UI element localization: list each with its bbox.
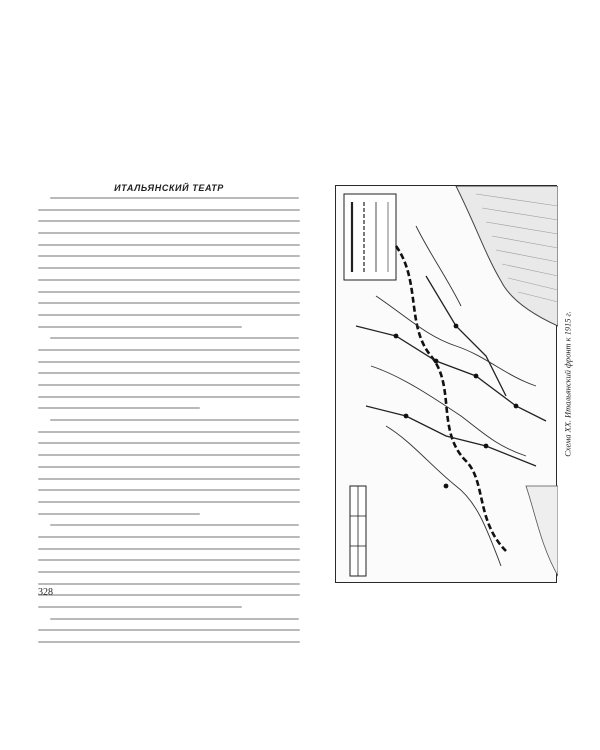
text-line — [38, 559, 300, 561]
text-line — [38, 442, 300, 444]
map-caption: Схема XX. Итальянский фронт к 1915 г. — [563, 311, 573, 457]
text-line — [50, 524, 299, 526]
text-line — [38, 629, 300, 631]
text-line — [38, 594, 300, 596]
text-line — [38, 396, 300, 398]
text-line — [38, 291, 300, 293]
map-scale-bar — [350, 486, 366, 576]
text-line — [38, 372, 300, 374]
text-line — [38, 361, 300, 363]
map-caption-area — [561, 185, 575, 583]
text-line — [38, 267, 300, 269]
text-line — [38, 302, 300, 304]
text-line — [38, 548, 300, 550]
right-page — [305, 0, 600, 750]
text-line — [38, 326, 242, 328]
text-line — [38, 220, 300, 222]
text-line — [38, 384, 300, 386]
text-line — [38, 209, 300, 211]
text-line — [38, 606, 242, 608]
map-sea-lower — [526, 486, 558, 576]
text-line — [38, 641, 300, 643]
text-line — [38, 314, 300, 316]
text-line — [38, 454, 300, 456]
text-line — [38, 244, 300, 246]
text-line — [38, 349, 300, 351]
map-frontier-line — [396, 246, 506, 551]
map-frame — [335, 185, 557, 583]
chapter-heading: ИТАЛЬЯНСКИЙ ТЕАТР — [114, 183, 224, 193]
map-sea — [456, 186, 558, 326]
text-line — [50, 419, 299, 421]
text-line — [38, 466, 300, 468]
text-line — [38, 279, 300, 281]
page-number: 328 — [38, 587, 53, 598]
text-line — [38, 407, 200, 409]
text-line — [38, 431, 300, 433]
text-line — [38, 232, 300, 234]
map-schematic — [336, 186, 558, 584]
text-line — [38, 571, 300, 573]
map-towns — [394, 324, 519, 489]
text-line — [38, 583, 300, 585]
text-line — [38, 489, 300, 491]
text-line — [38, 255, 300, 257]
body-text-block — [38, 197, 300, 653]
text-line — [38, 478, 300, 480]
text-line — [38, 536, 300, 538]
text-line — [38, 501, 300, 503]
text-line — [50, 197, 299, 199]
text-line — [38, 513, 200, 515]
text-line — [50, 337, 299, 339]
text-line — [50, 618, 299, 620]
